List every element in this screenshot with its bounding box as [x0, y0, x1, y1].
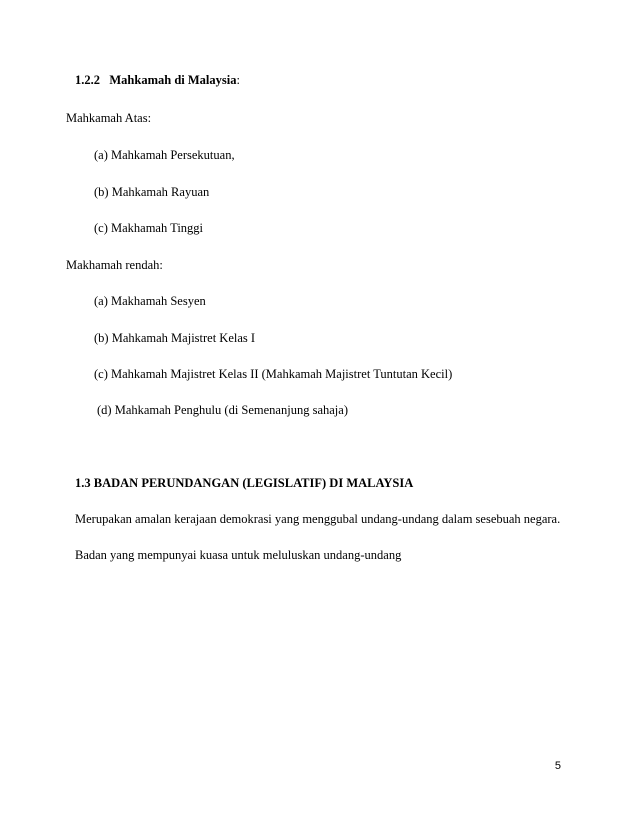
section-title: Mahkamah di Malaysia: [109, 73, 237, 87]
lower-courts-heading: Makhamah rendah:: [66, 258, 163, 272]
upper-courts-heading: Mahkamah Atas:: [66, 111, 152, 125]
upper-court-item: (c) Makhamah Tinggi: [94, 221, 204, 235]
section-colon: :: [236, 73, 240, 87]
paragraph: Badan yang mempunyai kuasa untuk meluluskan undang-undang: [75, 548, 402, 562]
section-1-2-2-heading: [75, 72, 240, 88]
page-number: 5: [554, 760, 561, 772]
upper-court-item: (a) Mahkamah Persekutuan,: [94, 148, 235, 162]
section-number: 1.2.2: [75, 73, 100, 87]
lower-court-item: (b) Mahkamah Majistret Kelas I: [94, 331, 256, 345]
paragraph: Merupakan amalan kerajaan demokrasi yang menggubal undang-undang dalam sesebuah negara.: [75, 512, 561, 526]
lower-court-item: (c) Mahkamah Majistret Kelas II (Mahkamah Majistret Tuntutan Kecil): [94, 367, 453, 381]
lower-court-item: (a) Makhamah Sesyen: [94, 294, 206, 308]
section-1-3-heading: 1.3 BADAN PERUNDANGAN (LEGISLATIF) DI MALAYSIA: [75, 476, 414, 490]
lower-court-item: (d) Mahkamah Penghulu (di Semenanjung sahaja): [97, 403, 348, 417]
upper-court-item: (b) Mahkamah Rayuan: [94, 185, 210, 199]
